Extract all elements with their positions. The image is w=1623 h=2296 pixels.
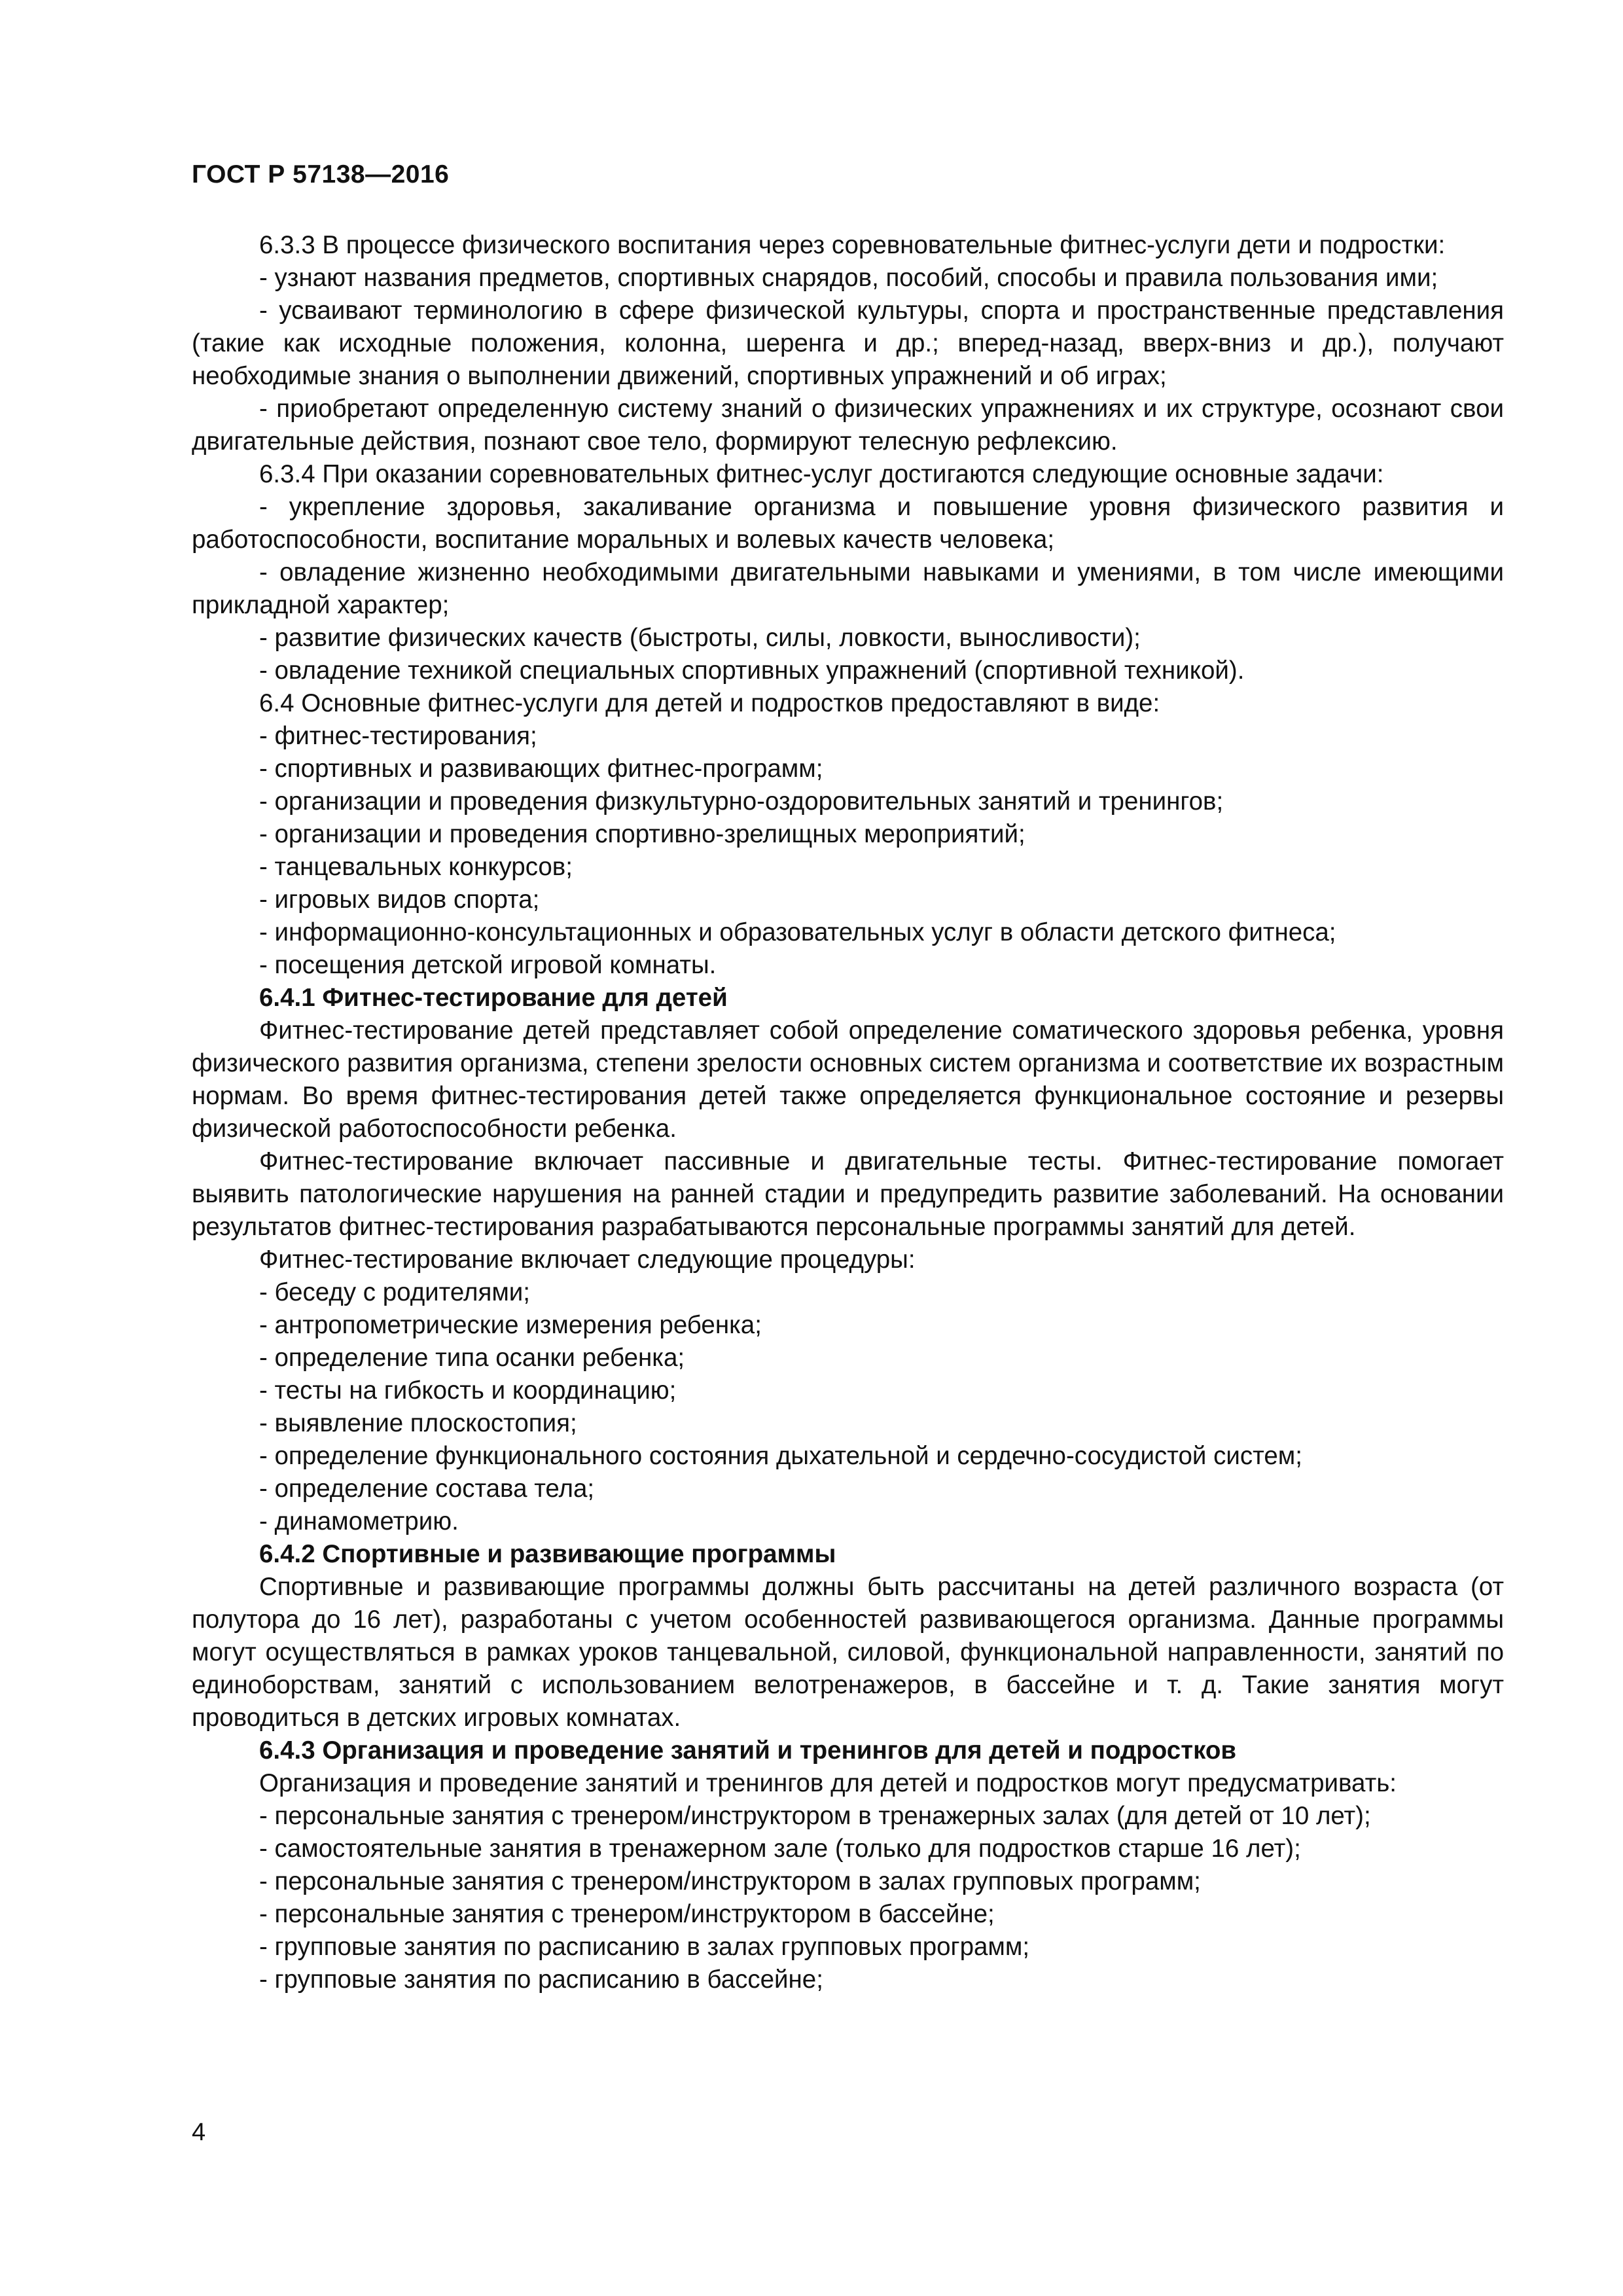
paragraph: Фитнес-тестирование детей представляет собой определение соматического здоровья ребенка, уровня физического развития организма, степени зрелости основных систем организма и соответствие их возрастным нормам. Во время фитнес-тестирования детей также определяется функциональное состояние и резервы физической работоспособности ребенка. bbox=[192, 1016, 1504, 1143]
list-item: - беседу с родителями; bbox=[259, 1278, 530, 1306]
list-item: - развитие физических качеств (быстроты, силы, ловкости, выносливости); bbox=[259, 624, 1141, 652]
list-item: - спортивных и развивающих фитнес-программ; bbox=[259, 755, 823, 783]
list-item: - информационно-консультационных и образовательных услуг в области детского фитнеса; bbox=[259, 918, 1336, 946]
list-item: - определение состава тела; bbox=[259, 1475, 595, 1503]
document-header: ГОСТ Р 57138—2016 bbox=[192, 160, 450, 188]
list-item: - приобретают определенную систему знаний о физических упражнениях и их структуре, осознают свои двигательные действия, познают свое тело, формируют телесную рефлексию. bbox=[192, 395, 1504, 456]
list-item: - определение функционального состояния дыхательной и сердечно-сосудистой систем; bbox=[259, 1442, 1302, 1470]
list-item: - определение типа осанки ребенка; bbox=[259, 1344, 685, 1372]
paragraph: 6.3.4 При оказании соревновательных фитнес-услуг достигаются следующие основные задачи: bbox=[259, 460, 1384, 488]
list-item: - усваивают терминологию в сфере физической культуры, спорта и пространственные представления (такие как исходные положения, колонна, шеренга и др.; вперед-назад, вверх-вниз и др.), получают необходимые знания о выполнении движений, спортивных упражнений и об играх; bbox=[192, 296, 1504, 390]
list-item: - игровых видов спорта; bbox=[259, 886, 540, 914]
list-item: - посещения детской игровой комнаты. bbox=[259, 951, 717, 979]
list-item: - организации и проведения спортивно-зрелищных мероприятий; bbox=[259, 820, 1026, 848]
section-heading: 6.4.2 Спортивные и развивающие программы bbox=[259, 1540, 836, 1568]
list-item: - персональные занятия с тренером/инструктором в тренажерных залах (для детей от 10 лет); bbox=[259, 1802, 1371, 1830]
section-heading: 6.4.1 Фитнес-тестирование для детей bbox=[259, 984, 728, 1012]
list-item: - узнают названия предметов, спортивных снарядов, пособий, способы и правила пользования ими; bbox=[259, 264, 1438, 292]
list-item: - выявление плоскостопия; bbox=[259, 1409, 577, 1437]
document-body bbox=[192, 229, 1504, 1996]
list-item: - танцевальных конкурсов; bbox=[259, 853, 573, 881]
list-item: - овладение техникой специальных спортивных упражнений (спортивной техникой). bbox=[259, 656, 1245, 685]
paragraph: Спортивные и развивающие программы должны быть рассчитаны на детей различного возраста (от полутора до 16 лет), разработаны с учетом особенностей развивающегося организма. Данные программы могут осуществляться в рамках уроков танцевальной, силовой, функциональной направленности, занятий по единоборствам, занятий с использованием велотренажеров, в бассейне и т. д. Такие занятия могут проводиться в детских игровых комнатах. bbox=[192, 1573, 1504, 1732]
list-item: - организации и проведения физкультурно-оздоровительных занятий и тренингов; bbox=[259, 787, 1224, 816]
paragraph: Фитнес-тестирование включает пассивные и двигательные тесты. Фитнес-тестирование помогает выявить патологические нарушения на ранней стадии и предупредить развитие заболеваний. На основании результатов фитнес-тестирования разрабатываются персональные программы занятий для детей. bbox=[192, 1147, 1504, 1241]
page-number: 4 bbox=[192, 2119, 206, 2146]
paragraph: Фитнес-тестирование включает следующие процедуры: bbox=[259, 1246, 916, 1274]
list-item: - фитнес-тестирования; bbox=[259, 722, 537, 750]
paragraph: Организация и проведение занятий и тренингов для детей и подростков могут предусматривать: bbox=[259, 1769, 1397, 1797]
list-item: - тесты на гибкость и координацию; bbox=[259, 1376, 677, 1405]
list-item: - овладение жизненно необходимыми двигательными навыками и умениями, в том числе имеющими прикладной характер; bbox=[192, 558, 1504, 619]
list-item: - динамометрию. bbox=[259, 1507, 459, 1535]
list-item: - самостоятельные занятия в тренажерном зале (только для подростков старше 16 лет); bbox=[259, 1835, 1301, 1863]
paragraph: 6.4 Основные фитнес-услуги для детей и подростков предоставляют в виде: bbox=[259, 689, 1160, 717]
list-item: - персональные занятия с тренером/инструктором в бассейне; bbox=[259, 1900, 995, 1928]
list-item: - персональные занятия с тренером/инструктором в залах групповых программ; bbox=[259, 1867, 1201, 1895]
section-heading: 6.4.3 Организация и проведение занятий и тренингов для детей и подростков bbox=[259, 1736, 1237, 1765]
list-item: - групповые занятия по расписанию в залах групповых программ; bbox=[259, 1933, 1030, 1961]
list-item: - укрепление здоровья, закаливание организма и повышение уровня физического развития и работоспособности, воспитание моральных и волевых качеств человека; bbox=[192, 493, 1504, 554]
list-item: - антропометрические измерения ребенка; bbox=[259, 1311, 762, 1339]
list-item: - групповые занятия по расписанию в бассейне; bbox=[259, 1965, 823, 1994]
paragraph: 6.3.3 В процессе физического воспитания через соревновательные фитнес-услуги дети и подростки: bbox=[259, 231, 1446, 259]
